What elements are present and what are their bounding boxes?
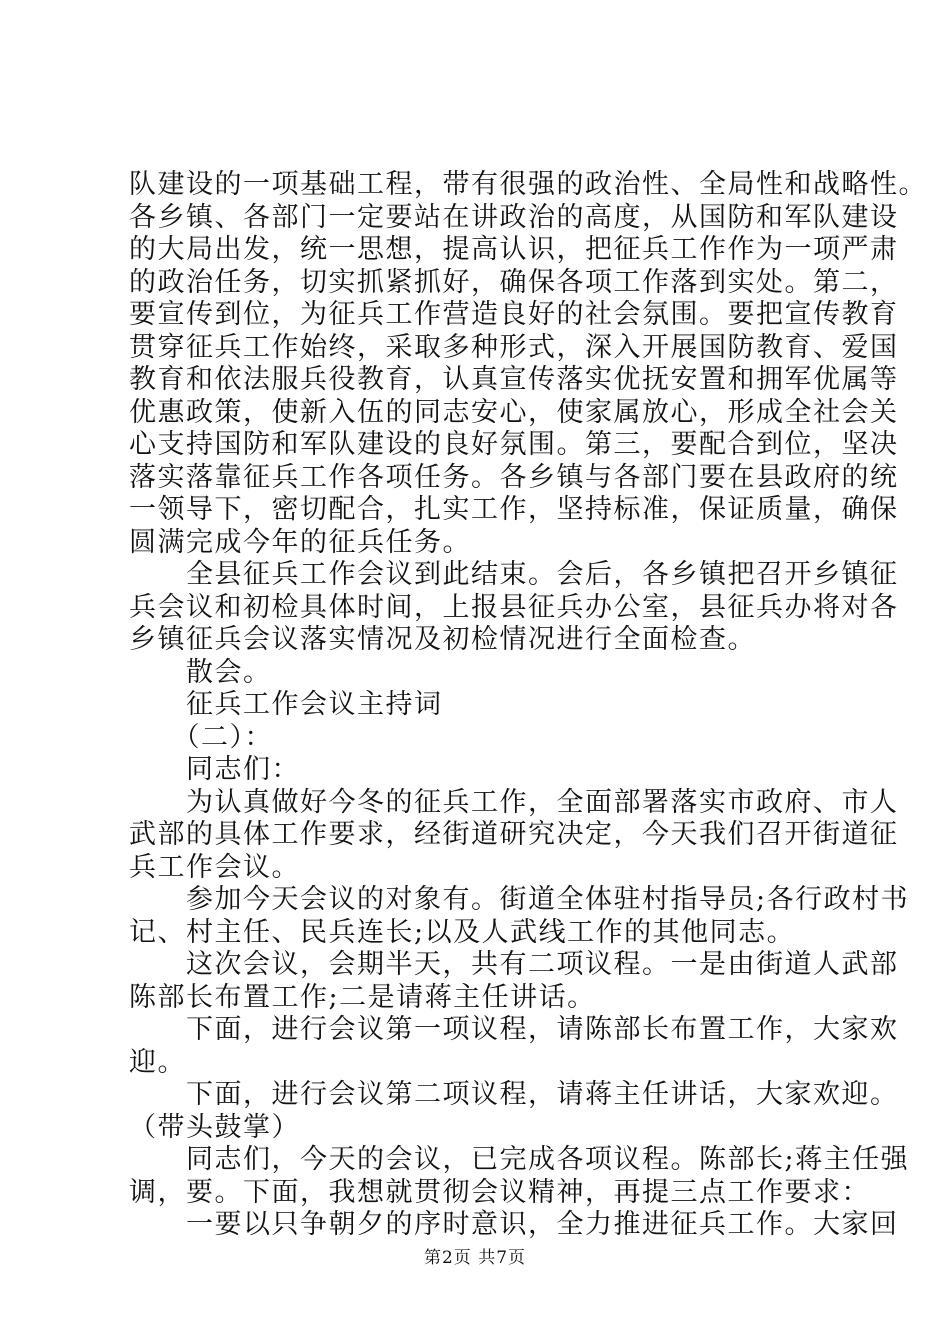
text-line: （二）： [129,722,273,753]
text-line: 的大局出发，统一思想，提高认识，把征兵工作作为一项严肃 [129,234,899,265]
page-footer: 第2页 共7页 [423,1248,527,1268]
text-line: 散会。 [129,657,272,688]
text-line: 迎。 [129,1047,186,1078]
text-line: 圆满完成今年的征兵任务。 [129,527,471,558]
text-line: 陈部长布置工作;二是请蒋主任讲话。 [129,982,596,1013]
text-line: 要宣传到位，为征兵工作营造良好的社会氛围。要把宣传教育 [129,299,899,330]
text-line: 乡镇征兵会议落实情况及初检情况进行全面检查。 [129,624,756,655]
text-line: 队建设的一项基础工程，带有很强的政治性、全局性和战略性。 [129,169,927,200]
text-line: 一要以只争朝夕的序时意识，全力推进征兵工作。大家回 [129,1209,899,1240]
text-line: 兵工作会议。 [129,852,300,883]
text-line: 兵会议和初检具体时间，上报县征兵办公室，县征兵办将对各 [129,592,899,623]
text-line: 下面，进行会议第二项议程，请蒋主任讲话，大家欢迎。 [129,1079,899,1110]
text-line: 全县征兵工作会议到此结束。会后，各乡镇把召开乡镇征 [129,559,899,590]
text-line: 一领导下，密切配合，扎实工作，坚持标准，保证质量，确保 [129,494,899,525]
text-line: 同志们： [129,754,300,785]
text-line: 落实落靠征兵工作各项任务。各乡镇与各部门要在县政府的统 [129,462,899,493]
text-line: 教育和依法服兵役教育，认真宣传落实优抚安置和拥军优属等 [129,364,899,395]
text-line: 的政治任务，切实抓紧抓好，确保各项工作落到实处。第二， [129,267,899,298]
text-line: 参加今天会议的对象有。街道全体驻村指导员;各行政村书 [129,884,910,915]
text-line: 武部的具体工作要求，经街道研究决定，今天我们召开街道征 [129,819,899,850]
text-line: 为认真做好今冬的征兵工作，全面部署落实市政府、市人 [129,787,899,818]
text-line: 下面，进行会议第一项议程，请陈部长布置工作，大家欢 [129,1014,899,1045]
text-line: 心支持国防和军队建设的良好氛围。第三，要配合到位，坚决 [129,429,899,460]
text-line: 优惠政策，使新入伍的同志安心，使家属放心，形成全社会关 [129,397,899,428]
text-line: 记、村主任、民兵连长;以及人武线工作的其他同志。 [129,917,796,948]
text-line: 征兵工作会议主持词 [129,689,443,720]
text-line: 同志们，今天的会议，已完成各项议程。陈部长;蒋主任强 [129,1144,910,1175]
text-line: 这次会议，会期半天，共有二项议程。一是由街道人武部 [129,949,899,980]
text-line: 各乡镇、各部门一定要站在讲政治的高度，从国防和军队建设 [129,202,899,233]
text-line: 贯穿征兵工作始终，采取多种形式，深入开展国防教育、爱国 [129,332,899,363]
text-line: （带头鼓掌） [129,1112,300,1143]
text-line: 调，要。下面，我想就贯彻会议精神，再提三点工作要求： [129,1177,870,1208]
